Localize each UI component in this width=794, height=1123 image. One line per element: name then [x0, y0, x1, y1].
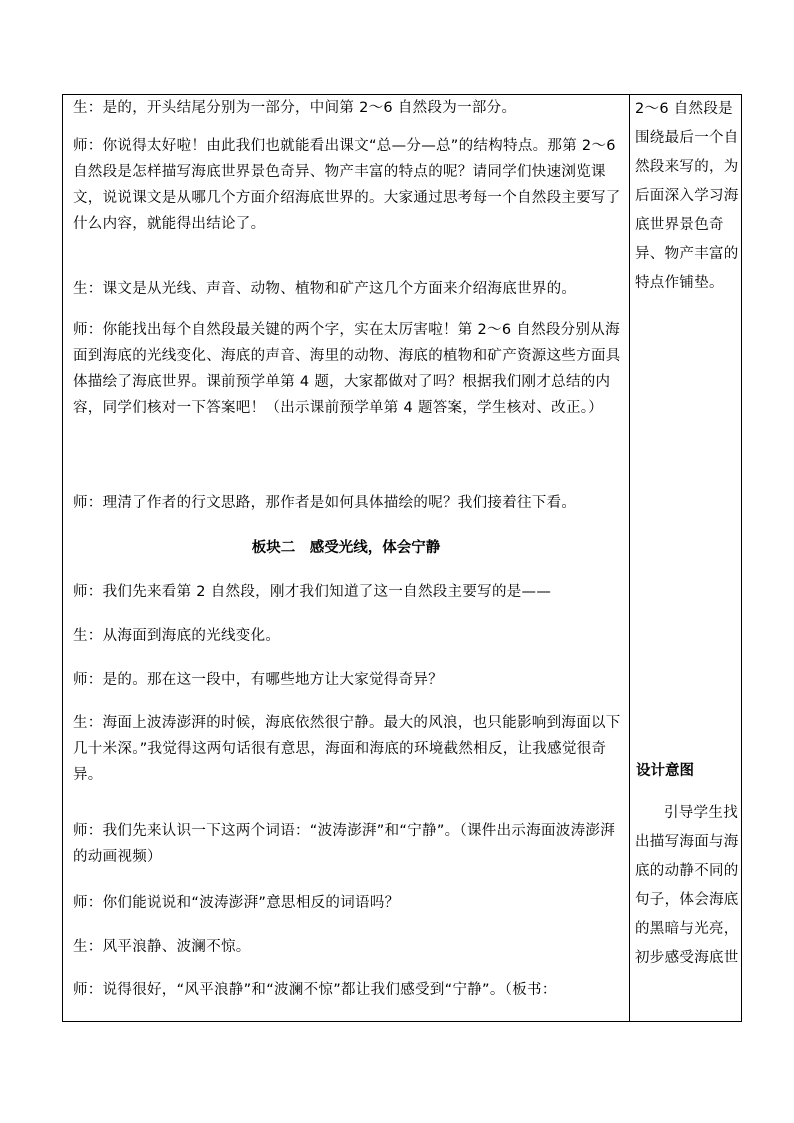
paragraph-9: 生：海面上波涛澎湃的时候，海底依然很宁静。最大的风浪，也只能影响到海面以下几十米深。”我觉得这两句话很有意思，海面和海底的环境截然相反，让我感觉很奇异。: [73, 715, 621, 783]
side-note-structure: 2～6 自然段是围绕最后一个自然段来写的，为后面深入学习海底世界景色奇异、物产丰富的特点作铺垫。: [635, 101, 739, 291]
paragraph-5: 师：理清了作者的行文思路，那作者是如何具体描绘的呢？我们接着往下看。: [73, 495, 577, 511]
paragraph-12: 生：风平浪静、波澜不惊。: [73, 939, 251, 955]
paragraph-10: 师：我们先来认识一下这两个词语：“波涛澎湃”和“宁静”。（课件出示海面波涛澎湃的动画视频）: [73, 823, 615, 865]
paragraph-3: 生：课文是从光线、声音、动物、植物和矿产这几个方面来介绍海底世界的。: [73, 281, 577, 297]
paragraph-1: 生：是的，开头结尾分别为一部分，中间第 2～6 自然段为一部分。: [73, 100, 517, 116]
paragraph-13: 师：说得很好，“风平浪静”和“波澜不惊”都让我们感受到“宁静”。（板书：: [73, 982, 557, 998]
lesson-table: [62, 94, 742, 1022]
paragraph-2: 师：你说得太好啦！由此我们也就能看出课文“总—分—总”的结构特点。那第 2～6 自然段是怎样描写海底世界景色奇异、物产丰富的特点的呢？请同学们快速浏览课文，说说课文是从哪几个方面介绍海底世界的。大家通过思考每一个自然段主要写了什么内容，就能得出结论了。: [73, 138, 621, 232]
side-note-design: 引导学生找出描写海面与海底的动静不同的句子，体会海底的黑暗与光亮，初步感受海底世: [635, 805, 739, 966]
paragraph-8: 师：是的。那在这一段中，有哪些地方让大家觉得奇异？: [73, 672, 443, 688]
paragraph-6: 师：我们先来看第 2 自然段，刚才我们知道了这一自然段主要写的是——: [73, 584, 552, 600]
paragraph-4: 师：你能找出每个自然段最关键的两个字，实在太厉害啦！第 2～6 自然段分别从海面到海底的光线变化、海底的声音、海里的动物、海底的植物和矿产资源这些方面具体描绘了海底世界。课前预学单第 4 题，大家都做对了吗？根据我们刚才总结的内容，同学们核对一下答案吧！（出示课前预学单第 4 题答案，学生核对、改正。）: [73, 322, 621, 416]
paragraph-7: 生：从海面到海底的光线变化。: [73, 628, 281, 644]
section-heading: 板块二 感受光线，体会宁静: [251, 540, 441, 556]
side-column: [630, 95, 741, 1021]
paragraph-11: 师：你们能说说和“波涛澎湃”意思相反的词语吗？: [73, 895, 400, 911]
main-column: [63, 95, 629, 1021]
design-intent-title: 设计意图: [636, 763, 694, 779]
